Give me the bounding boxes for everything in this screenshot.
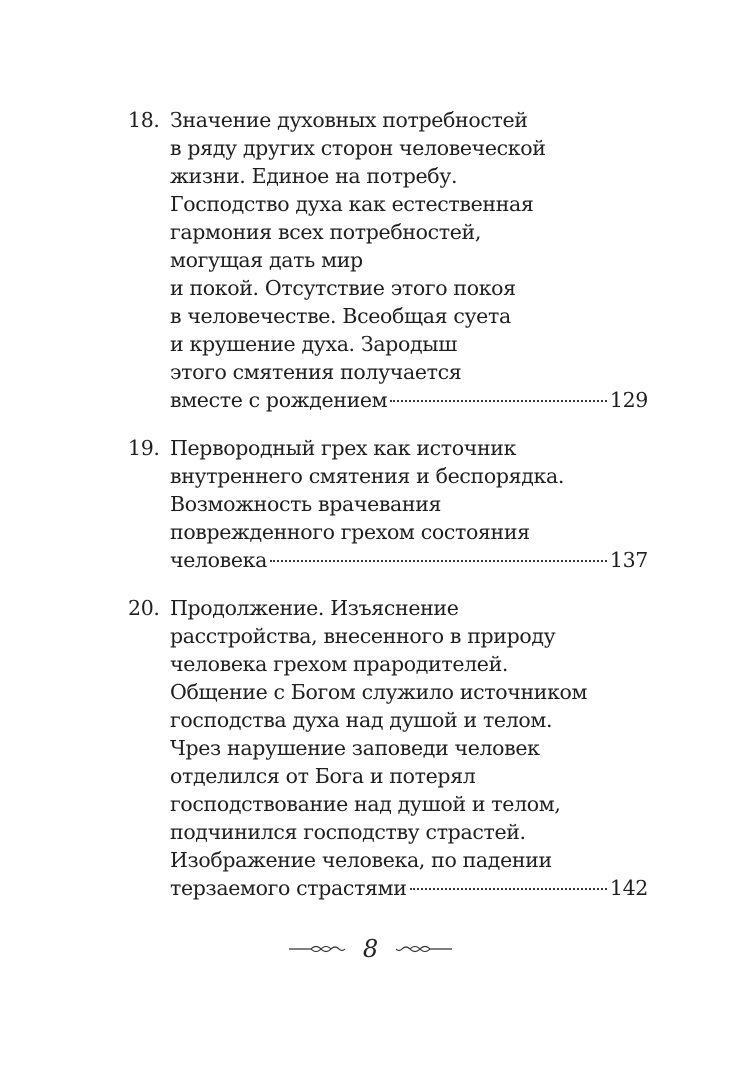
page-footer [0, 935, 741, 963]
entry-line: Возможность врачевания [170, 492, 442, 516]
entry-line: подчинился господству страстей. [170, 820, 526, 844]
entry-line: господства духа над душой и телом. [170, 708, 553, 732]
entry-line: человека [170, 548, 267, 572]
dot-leader [410, 888, 607, 890]
entry-line: отделился от Бога и потерял [170, 764, 476, 788]
entry-line: и покой. Отсутствие этого покоя [170, 276, 516, 300]
entry-line: Первородный грех как источник [170, 436, 517, 460]
dot-leader [270, 560, 607, 562]
entry-number: 19. [128, 436, 160, 460]
entry-line: этого смятения получается [170, 360, 462, 384]
table-of-contents [128, 106, 648, 922]
page-number: 8 [362, 935, 379, 963]
dot-leader [390, 400, 607, 402]
entry-line: могущая дать мир [170, 248, 363, 272]
toc-entry [128, 434, 648, 574]
entry-line: Общение с Богом служило источником [170, 680, 588, 704]
entry-line: и крушение духа. Зародыш [170, 332, 457, 356]
flourish-left-icon [289, 942, 349, 956]
entry-page-number: 129 [609, 388, 648, 412]
entry-line: Значение духовных потребностей [170, 108, 528, 132]
toc-entry [128, 594, 648, 902]
entry-line: вместе с рождением [170, 388, 388, 412]
entry-line: поврежденного грехом состояния [170, 520, 530, 544]
entry-line: терзаемого страстями [170, 876, 407, 900]
entry-line: в ряду других сторон человеческой [170, 136, 546, 160]
entry-last-line [170, 386, 648, 414]
entry-number: 20. [128, 596, 160, 620]
entry-page-number: 142 [609, 876, 648, 900]
entry-line: внутреннего смятения и беспорядка. [170, 464, 564, 488]
entry-number: 18. [128, 108, 160, 132]
entry-line: Изображение человека, по падении [170, 848, 552, 872]
entry-page-number: 137 [609, 548, 648, 572]
entry-line: Продолжение. Изъяснение [170, 596, 459, 620]
entry-last-line [170, 874, 648, 902]
entry-line: господствование над душой и телом, [170, 792, 561, 816]
entry-line: человека грехом прародителей. [170, 652, 509, 676]
entry-line: в человечестве. Всеобщая суета [170, 304, 511, 328]
flourish-right-icon [392, 942, 452, 956]
entry-line: Чрез нарушение заповеди человек [170, 736, 540, 760]
entry-line: жизни. Единое на потребу. [170, 164, 458, 188]
entry-line: гармония всех потребностей, [170, 220, 482, 244]
entry-line: расстройства, внесенного в природу [170, 624, 556, 648]
entry-line: Господство духа как естественная [170, 192, 534, 216]
entry-last-line [170, 546, 648, 574]
toc-entry [128, 106, 648, 414]
